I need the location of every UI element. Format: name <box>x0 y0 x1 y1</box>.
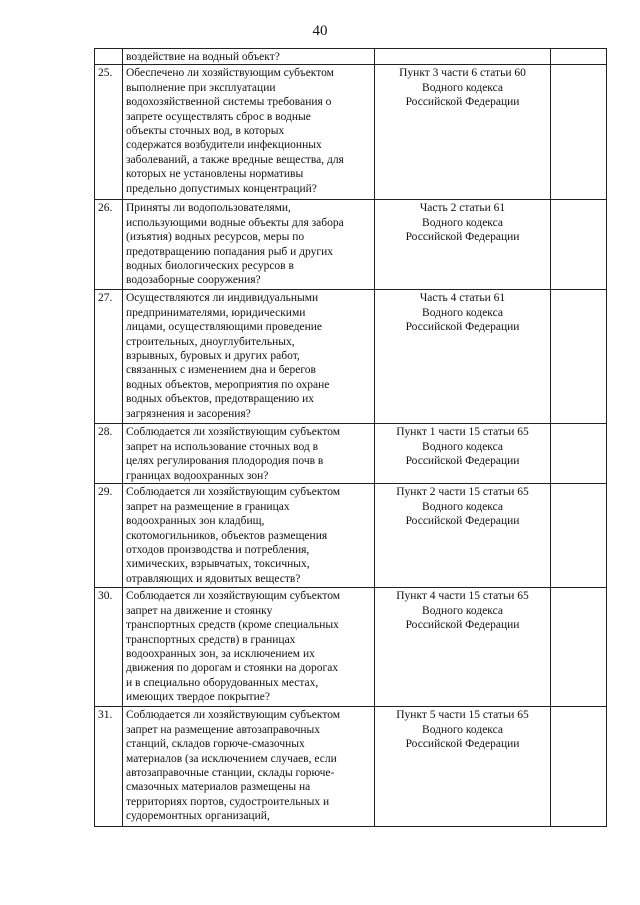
question-text: Осуществляются ли индивидуальными предпринимателями, юридическими лицами, осуществляющими проведение строительных, дноуглубительных, взрывных, буровых и других работ, связанных с изменением дна и берегов водных объектов, мероприятия по охране водных объектов, предотвращению их загрязнения и засорения? <box>126 292 330 420</box>
question-cell <box>123 588 375 707</box>
table-row <box>95 707 607 827</box>
empty-cell <box>551 200 607 290</box>
reference-text: Пункт 5 части 15 статьи 65 Водного кодекса Российской Федерации <box>396 709 529 751</box>
question-cell <box>123 200 375 290</box>
empty-cell <box>551 424 607 484</box>
table-row <box>95 588 607 707</box>
table-row <box>95 290 607 424</box>
reference-cell <box>375 707 551 827</box>
reference-cell <box>375 65 551 200</box>
reference-text: Пункт 4 части 15 статьи 65 Водного кодекса Российской Федерации <box>396 590 529 632</box>
reference-text: Пункт 3 части 6 статьи 60 Водного кодекса Российской Федерации <box>399 67 526 109</box>
question-cell <box>123 424 375 484</box>
empty-cell <box>551 65 607 200</box>
question-text: Обеспечено ли хозяйствующим субъектом выполнение при эксплуатации водохозяйственной системы требования о запрете осуществлять сброс в водные объекты сточных вод, в которых содержатся возбудители инфекционных заболеваний, а также вредные вещества, для которых не установлены нормативы предельно допустимых концентраций? <box>126 67 344 195</box>
question-cell <box>123 484 375 588</box>
reference-text: Пункт 2 части 15 статьи 65 Водного кодекса Российской Федерации <box>396 486 529 528</box>
row-number: 31. <box>95 707 123 827</box>
row-number: 29. <box>95 484 123 588</box>
empty-cell <box>551 290 607 424</box>
row-number: 30. <box>95 588 123 707</box>
question-cell <box>123 49 375 65</box>
reference-cell <box>375 588 551 707</box>
row-number: 28. <box>95 424 123 484</box>
empty-cell <box>551 588 607 707</box>
question-text: Соблюдается ли хозяйствующим субъектом запрет на использование сточных вод в целях регулирования плодородия почв в границах водоохранных зон? <box>126 426 340 482</box>
table-row <box>95 65 607 200</box>
empty-cell <box>551 484 607 588</box>
reference-cell <box>375 290 551 424</box>
checklist-table <box>94 48 607 827</box>
question-cell <box>123 707 375 827</box>
question-text: Соблюдается ли хозяйствующим субъектом запрет на размещение автозаправочных станций, складов горюче-смазочных материалов (за исключением случаев, если автозаправочные станции, склады горюче- смазочных материалов размещены на территориях портов, судостроительных и судоремонтных организаций, <box>126 709 340 823</box>
reference-cell <box>375 424 551 484</box>
question-cell <box>123 290 375 424</box>
page-number: 40 <box>312 23 328 39</box>
table-row <box>95 200 607 290</box>
reference-cell <box>375 200 551 290</box>
reference-cell <box>375 49 551 65</box>
reference-text: Часть 4 статьи 61 Водного кодекса Российской Федерации <box>405 292 520 334</box>
reference-cell <box>375 484 551 588</box>
question-text: Соблюдается ли хозяйствующим субъектом запрет на движение и стоянку транспортных средств (кроме специальных транспортных средств) в границах водоохранных зон, за исключением их движения по дорогам и стоянки на дорогах и в специально оборудованных местах, имеющих твердое покрытие? <box>126 590 340 704</box>
empty-cell <box>551 49 607 65</box>
empty-cell <box>551 707 607 827</box>
row-number <box>95 49 123 65</box>
question-text: воздействие на водный объект? <box>126 51 280 63</box>
question-text: Приняты ли водопользователями, использующими водные объекты для забора (изъятия) водных ресурсов, меры по предотвращению попадания рыб и других водных биологических ресурсов в водозаборные сооружения? <box>126 202 344 287</box>
question-text: Соблюдается ли хозяйствующим субъектом запрет на размещение в границах водоохранных зон кладбищ, скотомогильников, объектов размещения отходов производства и потребления, химических, взрывчатых, токсичных, отравляющих и ядовитых веществ? <box>126 486 340 585</box>
table-row <box>95 484 607 588</box>
question-cell <box>123 65 375 200</box>
table-row <box>95 49 607 65</box>
row-number: 25. <box>95 65 123 200</box>
row-number: 27. <box>95 290 123 424</box>
table-row <box>95 424 607 484</box>
reference-text: Пункт 1 части 15 статьи 65 Водного кодекса Российской Федерации <box>396 426 529 468</box>
reference-text: Часть 2 статьи 61 Водного кодекса Российской Федерации <box>405 202 520 244</box>
row-number: 26. <box>95 200 123 290</box>
